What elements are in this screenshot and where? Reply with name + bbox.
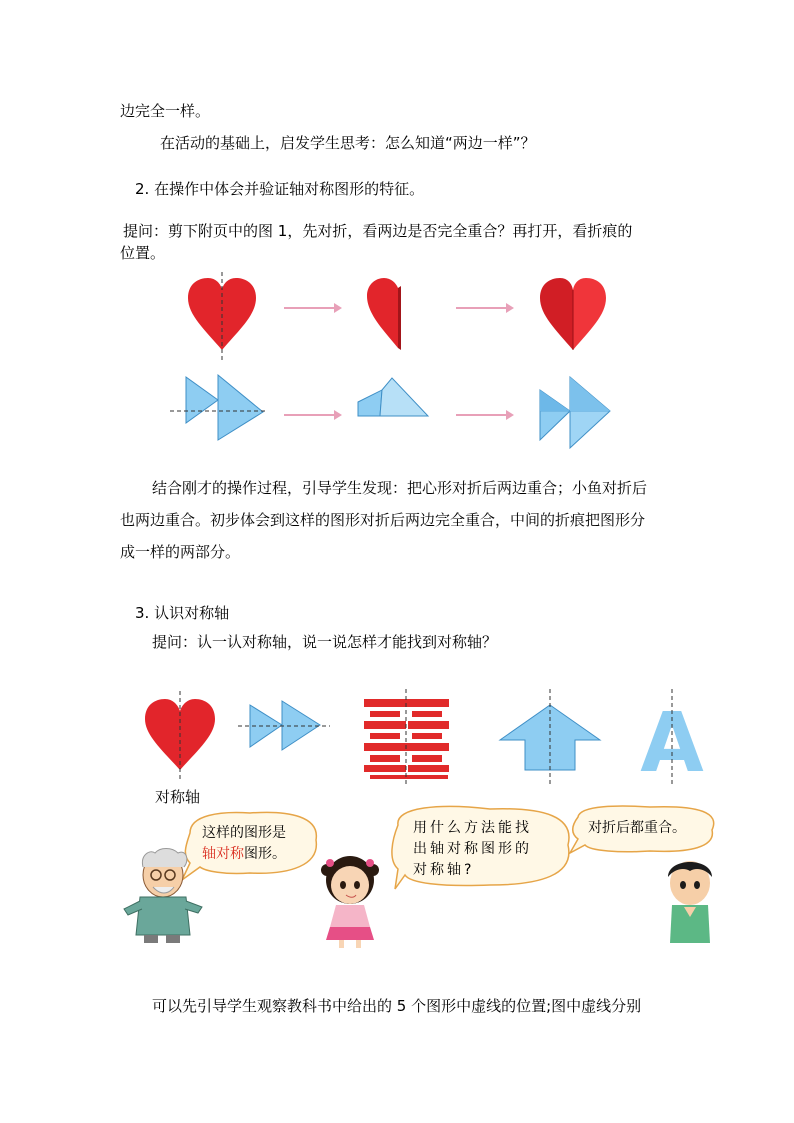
text-line-7: 也两边重合。初步体会到这样的图形对折后两边完全重合，中间的折痕把图形分 bbox=[120, 511, 646, 529]
section-3-heading: 3. 认识对称轴 bbox=[135, 604, 230, 622]
text-line-1: 边完全一样。 bbox=[120, 102, 211, 120]
arrow-icon bbox=[284, 303, 342, 313]
bubble-2-text bbox=[413, 818, 532, 881]
section-2-heading: 2. 在操作中体会并验证轴对称图形的特征。 bbox=[135, 180, 425, 198]
text-line-5: 位置。 bbox=[120, 244, 166, 262]
bubble-1-line-1: 这样的图形是 bbox=[202, 825, 286, 841]
half-heart-icon bbox=[367, 278, 401, 350]
highlight-term: 轴对称 bbox=[202, 846, 244, 862]
fish-icon bbox=[238, 701, 330, 750]
bubble-2-line-2: 出轴对称图形的 bbox=[413, 841, 532, 857]
text-line-10: 提问：认一认对称轴，说一说怎样才能找到对称轴？ bbox=[152, 633, 498, 651]
text-line-8: 成一样的两部分。 bbox=[120, 543, 241, 561]
letter-a: A bbox=[640, 696, 704, 791]
text-line-4: 提问：剪下附页中的图 1，先对折，看两边是否完全重合？再打开，看折痕的 bbox=[123, 222, 633, 240]
bubble-1-rest: 图形。 bbox=[244, 846, 286, 862]
unfolded-fish-icon bbox=[540, 377, 610, 448]
symmetry-shapes-figure bbox=[0, 685, 794, 805]
boy-character-icon bbox=[668, 861, 712, 943]
arrow-shape-icon bbox=[500, 689, 600, 785]
bubble-1-line-2 bbox=[202, 844, 286, 865]
text-line-6: 结合刚才的操作过程，引导学生发现：把心形对折后两边重合；小鱼对折后 bbox=[152, 479, 648, 497]
bubble-3-line-1: 对折后都重合。 bbox=[588, 820, 686, 836]
text-line-2: 在活动的基础上，启发学生思考：怎么知道“两边一样”？ bbox=[160, 134, 536, 152]
arrow-icon bbox=[456, 303, 514, 313]
girl-character-icon bbox=[321, 856, 379, 948]
folded-fish-icon bbox=[358, 378, 428, 416]
text-line-11: 可以先引导学生观察教科书中给出的 5 个图形中虚线的位置;图中虚线分别 bbox=[152, 997, 642, 1015]
folding-figure bbox=[0, 270, 794, 470]
fish-icon bbox=[170, 375, 266, 440]
axis-label: 对称轴 bbox=[155, 788, 201, 806]
arrow-icon bbox=[284, 410, 342, 420]
bubble-3-text bbox=[588, 818, 686, 839]
heart-icon bbox=[188, 272, 256, 360]
bubble-2-line-3: 对称轴? bbox=[413, 862, 475, 878]
bubble-1-text bbox=[202, 823, 286, 865]
heart-icon bbox=[145, 691, 215, 780]
letter-a-icon bbox=[640, 689, 704, 791]
arrow-icon bbox=[456, 410, 514, 420]
unfolded-heart-icon bbox=[540, 278, 606, 350]
bubble-2-line-1: 用什么方法能找 bbox=[413, 820, 532, 836]
